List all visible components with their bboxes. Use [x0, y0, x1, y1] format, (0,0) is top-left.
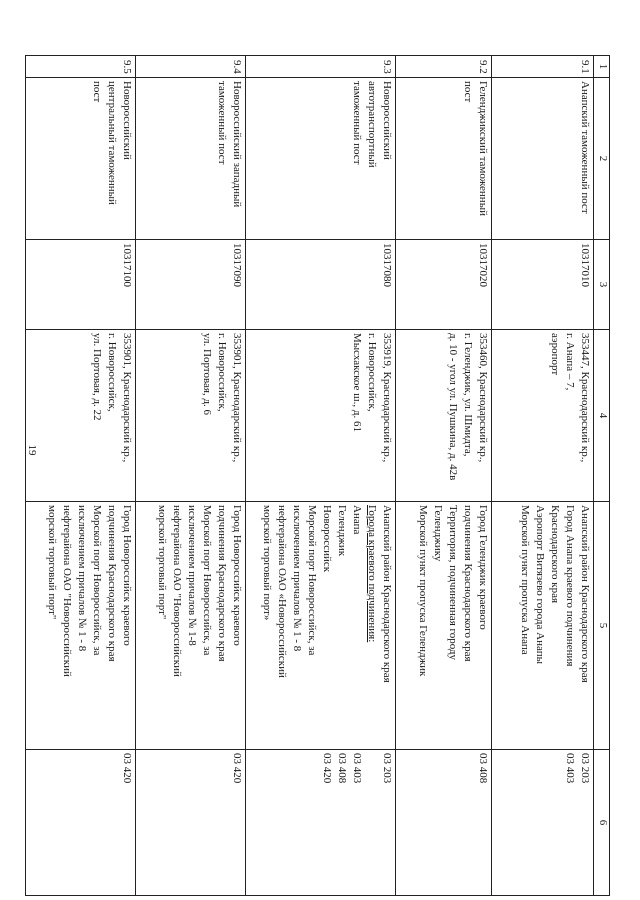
row-number: 9.3	[246, 56, 396, 78]
header-col-6: 6	[594, 750, 610, 896]
post-address-line: г. Геленджик, ул. Шмидта,	[462, 333, 474, 457]
activity-region-line: Морской порт Новороссийск, за	[91, 505, 103, 656]
activity-region-line: Геленджику	[432, 505, 444, 562]
post-address-line: ул. Портовая, д. 6	[201, 333, 213, 416]
activity-region-line: исключением причалов № 1-8	[186, 505, 198, 646]
row-number: 9.4	[136, 56, 246, 78]
customs-post-name	[246, 78, 396, 240]
page-number: 19	[26, 444, 38, 456]
table-row	[492, 56, 594, 896]
customs-post-name	[492, 78, 594, 240]
activity-region-line: морской торговый порт»	[261, 505, 273, 621]
post-address-line: г. Новороссийск,	[216, 333, 228, 412]
okato-codes	[246, 750, 396, 896]
post-address-line: 353901, Краснодарский кр.,	[121, 333, 133, 463]
customs-posts-table	[46, 55, 610, 895]
activity-region-line: Морской пункт пропуска Анапа	[519, 505, 531, 655]
activity-region-line: Город Анапа краевого подчинения	[564, 505, 576, 667]
post-address-line: аэропорт	[549, 333, 561, 376]
post-address	[26, 330, 136, 502]
activity-region	[26, 502, 136, 750]
activity-region-line: Морской порт Новороссийск, за	[306, 505, 318, 656]
activity-region	[246, 502, 396, 750]
post-address	[396, 330, 492, 502]
activity-region-line: Анапский район Краснодарского края	[381, 505, 393, 683]
post-address	[246, 330, 396, 502]
activity-region-line: подчинения Краснодарского края	[462, 505, 474, 662]
post-address-line: д. 10 - угол ул. Пушкина, д. 42в	[447, 333, 459, 481]
activity-region-line: Морской пункт пропуска Геленджик	[417, 505, 429, 677]
post-address-line: 353447, Краснодарский кр.,	[579, 333, 591, 463]
activity-region-line: нефтерайона ОАО "Новороссийский	[171, 505, 183, 677]
activity-region-line: Город Геленджик краевого	[477, 505, 489, 630]
activity-region-line: Новороссийск	[321, 505, 333, 573]
okato-codes-line: 03 420	[321, 753, 333, 784]
post-code: 10317090	[136, 240, 246, 330]
okato-codes	[26, 750, 136, 896]
row-number: 9.1	[492, 56, 594, 78]
table-row	[26, 56, 136, 896]
post-address-line: г. Новороссийск,	[366, 333, 378, 412]
activity-region	[396, 502, 492, 750]
okato-codes-line	[364, 753, 379, 892]
okato-codes-line: 03 420	[231, 753, 243, 784]
activity-region-line: Морской порт Новороссийск, за	[201, 505, 213, 656]
customs-post-name	[396, 78, 492, 240]
post-address-line: г. Анапа – 7,	[564, 333, 576, 391]
activity-region-line: Анапа	[351, 505, 363, 535]
activity-region-line: подчинения Краснодарского края	[216, 505, 228, 662]
activity-region-line: Геленджик	[336, 505, 348, 557]
activity-region-line: исключением причалов № 1 - 8	[291, 505, 303, 652]
activity-region	[492, 502, 594, 750]
activity-region-line: Краснодарского края	[549, 505, 561, 604]
customs-post-name-line: автотранспортный	[366, 81, 378, 168]
okato-codes	[136, 750, 246, 896]
okato-codes-line: 03 420	[121, 753, 133, 784]
post-address-line: 353460, Краснодарский кр.,	[477, 333, 489, 463]
activity-region-line: подчинения Краснодарского края	[106, 505, 118, 662]
post-address	[492, 330, 594, 502]
activity-region	[136, 502, 246, 750]
customs-post-name-line: таможенный пост	[216, 81, 228, 165]
customs-post-name-line: пост	[462, 81, 474, 103]
header-col-1: 1	[594, 56, 610, 78]
activity-region-line: нефтерайона ОАО «Новороссийский	[276, 505, 288, 678]
post-address-line: 353919, Краснодарский кр.,	[381, 333, 393, 463]
row-number: 9.5	[26, 56, 136, 78]
customs-post-name-line: Геленджикский таможенный	[477, 81, 489, 216]
activity-region-line: исключением причалов № 1 - 8	[76, 505, 88, 652]
okato-codes-line: 03 203	[381, 753, 393, 784]
table-row	[136, 56, 246, 896]
activity-region-line: Территория, подчиненная городу	[447, 505, 459, 661]
customs-post-name-line: Новороссийский	[121, 81, 133, 160]
okato-codes-line: 03 403	[564, 753, 576, 784]
activity-region-line: Город Новороссийск краевого	[121, 505, 133, 646]
okato-codes	[396, 750, 492, 896]
okato-codes-line: 03 203	[579, 753, 591, 784]
table-row	[246, 56, 396, 896]
post-address-line: ул. Портовая, д. 22	[91, 333, 103, 421]
activity-region-line: Города краевого подчинения:	[366, 505, 378, 643]
post-address-line: Мысхакское ш., д. 61	[351, 333, 363, 432]
okato-codes-line: 03 408	[477, 753, 489, 784]
table-row	[396, 56, 492, 896]
okato-codes-line: 03 403	[351, 753, 363, 784]
customs-post-name-line: Анапский таможенный пост	[579, 81, 591, 214]
activity-region-line: Анапский район Краснодарского края	[579, 505, 591, 683]
post-address-line: 353901, Краснодарский кр.,	[231, 333, 243, 463]
customs-post-name-line: таможенный пост	[351, 81, 363, 165]
post-code: 10317020	[396, 240, 492, 330]
activity-region-line: морской торговый порт"	[46, 505, 58, 620]
row-number: 9.2	[396, 56, 492, 78]
post-code: 10317100	[26, 240, 136, 330]
activity-region-line: морской торговый порт"	[156, 505, 168, 620]
customs-post-name-line: Новороссийский	[381, 81, 393, 160]
activity-region-line: нефтерайона ОАО "Новороссийский	[61, 505, 73, 677]
activity-region-line: Аэропорт Витязево города Анапы	[534, 505, 546, 665]
okato-codes	[492, 750, 594, 896]
post-code: 10317010	[492, 240, 594, 330]
post-code: 10317080	[246, 240, 396, 330]
customs-post-name	[136, 78, 246, 240]
header-col-4: 4	[594, 330, 610, 502]
header-col-5: 5	[594, 502, 610, 750]
header-col-2: 2	[594, 78, 610, 240]
activity-region-line: Город Новороссийск краевого	[231, 505, 243, 646]
post-address	[136, 330, 246, 502]
post-address-line: г. Новороссийск,	[106, 333, 118, 412]
customs-post-name-line: центральный таможенный	[106, 81, 118, 205]
customs-post-name-line: Новороссийский западный	[231, 81, 243, 208]
header-col-3: 3	[594, 240, 610, 330]
okato-codes-line: 03 408	[336, 753, 348, 784]
customs-post-name-line: пост	[91, 81, 103, 103]
customs-post-name	[26, 78, 136, 240]
header-row	[594, 56, 610, 896]
